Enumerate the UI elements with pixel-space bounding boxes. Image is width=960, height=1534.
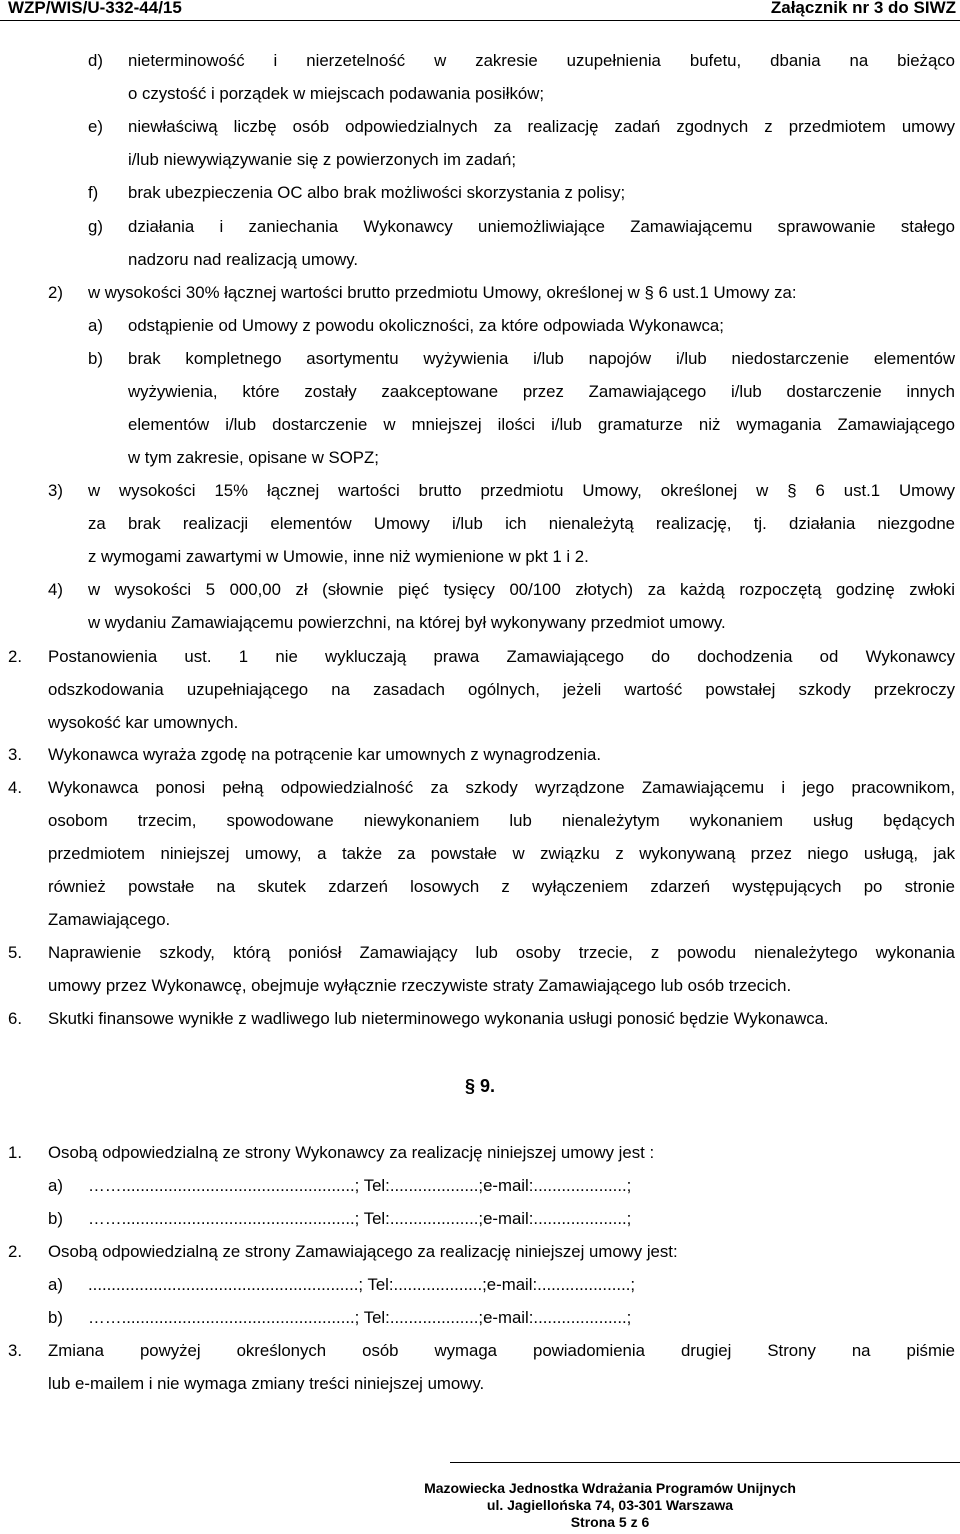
section-title: § 9. — [464, 1076, 496, 1096]
list-marker: e) — [88, 117, 103, 136]
list-marker: 3. — [8, 745, 22, 764]
list-marker: 3) — [48, 481, 63, 500]
list-item-text — [128, 176, 955, 209]
text-line: o czystość i porządek w miejscach podawania posiłków; — [128, 84, 544, 103]
text-line: w wydaniu Zamawiającemu powierzchni, na której był wykonywany przedmiot umowy. — [88, 613, 726, 632]
text-line: w wysokości 5 000,00 zł (słownie pięć tysięcy 00/100 złotych) za każdą rozpoczętą godzinę zwłoki — [88, 580, 955, 599]
footer-organization: Mazowiecka Jednostka Wdrażania Programów Unijnych — [424, 1480, 796, 1496]
text-line: Skutki finansowe wynikłe z wadliwego lub nieterminowego wykonania usługi ponosić będzie Wykonawca. — [48, 1009, 829, 1028]
header-divider — [0, 20, 960, 21]
list-marker: d) — [88, 51, 103, 70]
text-line: Osobą odpowiedzialną ze strony Zamawiającego za realizację niniejszej umowy jest: — [48, 1242, 678, 1261]
list-item-text — [88, 1268, 955, 1301]
text-line: nadzoru nad realizacją umowy. — [128, 250, 359, 269]
text-line: w wysokości 30% łącznej wartości brutto przedmiotu Umowy, określonej w § 6 ust.1 Umowy za: — [88, 283, 797, 302]
list-item-text — [88, 1169, 955, 1202]
footer-page-number: Strona 5 z 6 — [570, 1514, 650, 1530]
text-line: brak kompletnego asortymentu wyżywienia i/lub napojów i/lub niedostarczenie elementów — [128, 349, 955, 368]
text-line: elementów i/lub dostarczenie w mniejszej ilości i/lub gramaturze niż wymagania Zamawiającego — [128, 415, 955, 434]
text-line: z wymogami zawartymi w Umowie, inne niż wymienione w pkt 1 i 2. — [88, 547, 589, 566]
list-item-text — [88, 1202, 955, 1235]
footer-divider — [450, 1462, 960, 1463]
text-line: ..........................................................; Tel:...................;e-mail:....................; — [88, 1275, 636, 1294]
list-item-text — [48, 640, 955, 739]
list-marker: g) — [88, 217, 103, 236]
text-line: umowy przez Wykonawcę, obejmuje wyłącznie rzeczywiste straty Zamawiającego lub osób trzecich. — [48, 976, 792, 995]
attachment-label: Załącznik nr 3 do SIWZ — [770, 0, 956, 17]
text-line: ……..................................................; Tel:...................;e-mail:....................; — [88, 1209, 632, 1228]
list-marker: 4) — [48, 580, 63, 599]
text-line: przedmiotem niniejszej umowy, a także za powstałe w związku z wykonywaną przez niego usługą, jak — [48, 844, 955, 863]
list-item-text — [48, 738, 955, 771]
list-marker: 2) — [48, 283, 63, 302]
list-marker: 5. — [8, 943, 22, 962]
list-item-text — [128, 309, 955, 342]
text-line: odszkodowania uzupełniającego na zasadach ogólnych, jeżeli wartość powstałej szkody przekroczy — [48, 680, 955, 699]
text-line: działania i zaniechania Wykonawcy uniemożliwiające Zamawiającemu sprawowanie stałego — [128, 217, 955, 236]
text-line: lub e-mailem i nie wymaga zmiany treści niniejszej umowy. — [48, 1374, 485, 1393]
list-marker: 6. — [8, 1009, 22, 1028]
list-item-text — [128, 210, 955, 276]
list-marker: b) — [88, 349, 103, 368]
list-marker: b) — [48, 1308, 63, 1327]
text-line: Wykonawca ponosi pełną odpowiedzialność za szkody wyrządzone Zamawiającemu i jego pracownikom, — [48, 778, 955, 797]
text-line: Naprawienie szkody, którą poniósł Zamawiający lub osoby trzecie, z powodu nienależytego wykonania — [48, 943, 955, 962]
list-marker: 3. — [8, 1341, 22, 1360]
text-line: brak ubezpieczenia OC albo brak możliwości skorzystania z polisy; — [128, 183, 626, 202]
text-line: również powstałe na skutek zdarzeń losowych z wyłączeniem zdarzeń występujących po stronie — [48, 877, 955, 896]
text-line: ……..................................................; Tel:...................;e-mail:....................; — [88, 1308, 632, 1327]
list-marker: a) — [48, 1275, 63, 1294]
list-marker: f) — [88, 183, 99, 202]
text-line: Zmiana powyżej określonych osób wymaga powiadomienia drugiej Strony na piśmie — [48, 1341, 955, 1360]
text-line: wyżywienia, które zostały zaakceptowane przez Zamawiającego i/lub dostarczenie innych — [128, 382, 955, 401]
list-item-text — [128, 110, 955, 176]
list-marker: 4. — [8, 778, 22, 797]
text-line: niewłaściwą liczbę osób odpowiedzialnych za realizację zadań zgodnych z przedmiotem umowy — [128, 117, 955, 136]
text-line: Wykonawca wyraża zgodę na potrącenie kar umownych z wynagrodzenia. — [48, 745, 601, 764]
list-marker: a) — [48, 1176, 63, 1195]
text-line: Zamawiającego. — [48, 910, 171, 929]
list-item-text — [88, 276, 955, 309]
text-line: odstąpienie od Umowy z powodu okoliczności, za które odpowiada Wykonawca; — [128, 316, 724, 335]
list-item-text — [48, 1334, 955, 1400]
list-item-text — [48, 771, 955, 936]
list-item-text — [128, 342, 955, 474]
list-marker: 2. — [8, 1242, 22, 1261]
text-line: w tym zakresie, opisane w SOPZ; — [128, 448, 379, 467]
list-marker: a) — [88, 316, 103, 335]
list-item-text — [48, 1002, 955, 1035]
list-marker: b) — [48, 1209, 63, 1228]
list-item-text — [88, 573, 955, 639]
text-line: nieterminowość i nierzetelność w zakresie uzupełnienia bufetu, dbania na bieżąco — [128, 51, 955, 70]
text-line: Postanowienia ust. 1 nie wykluczają prawa Zamawiającego do dochodzenia od Wykonawcy — [48, 647, 955, 666]
list-item-text — [88, 1301, 955, 1334]
document-reference: WZP/WIS/U-332-44/15 — [8, 0, 182, 17]
footer-address: ul. Jagiellońska 74, 03-301 Warszawa — [486, 1497, 734, 1513]
list-item-text — [48, 1136, 955, 1169]
list-item-text — [88, 474, 955, 573]
list-item-text — [48, 1235, 955, 1268]
list-item-text — [128, 44, 955, 110]
list-marker: 2. — [8, 647, 22, 666]
list-marker: 1. — [8, 1143, 22, 1162]
text-line: osobom trzecim, spowodowane niewykonaniem lub nienależytym wykonaniem usług będących — [48, 811, 955, 830]
text-line: ……..................................................; Tel:...................;e-mail:....................; — [88, 1176, 632, 1195]
text-line: za brak realizacji elementów Umowy i/lub ich nienależytą realizację, tj. działania niezgodne — [88, 514, 955, 533]
text-line: w wysokości 15% łącznej wartości brutto przedmiotu Umowy, określonej w § 6 ust.1 Umowy — [88, 481, 955, 500]
text-line: Osobą odpowiedzialną ze strony Wykonawcy za realizację niniejszej umowy jest : — [48, 1143, 655, 1162]
list-item-text — [48, 936, 955, 1002]
text-line: wysokość kar umownych. — [48, 713, 239, 732]
text-line: i/lub niewywiązywanie się z powierzonych im zadań; — [128, 150, 517, 169]
